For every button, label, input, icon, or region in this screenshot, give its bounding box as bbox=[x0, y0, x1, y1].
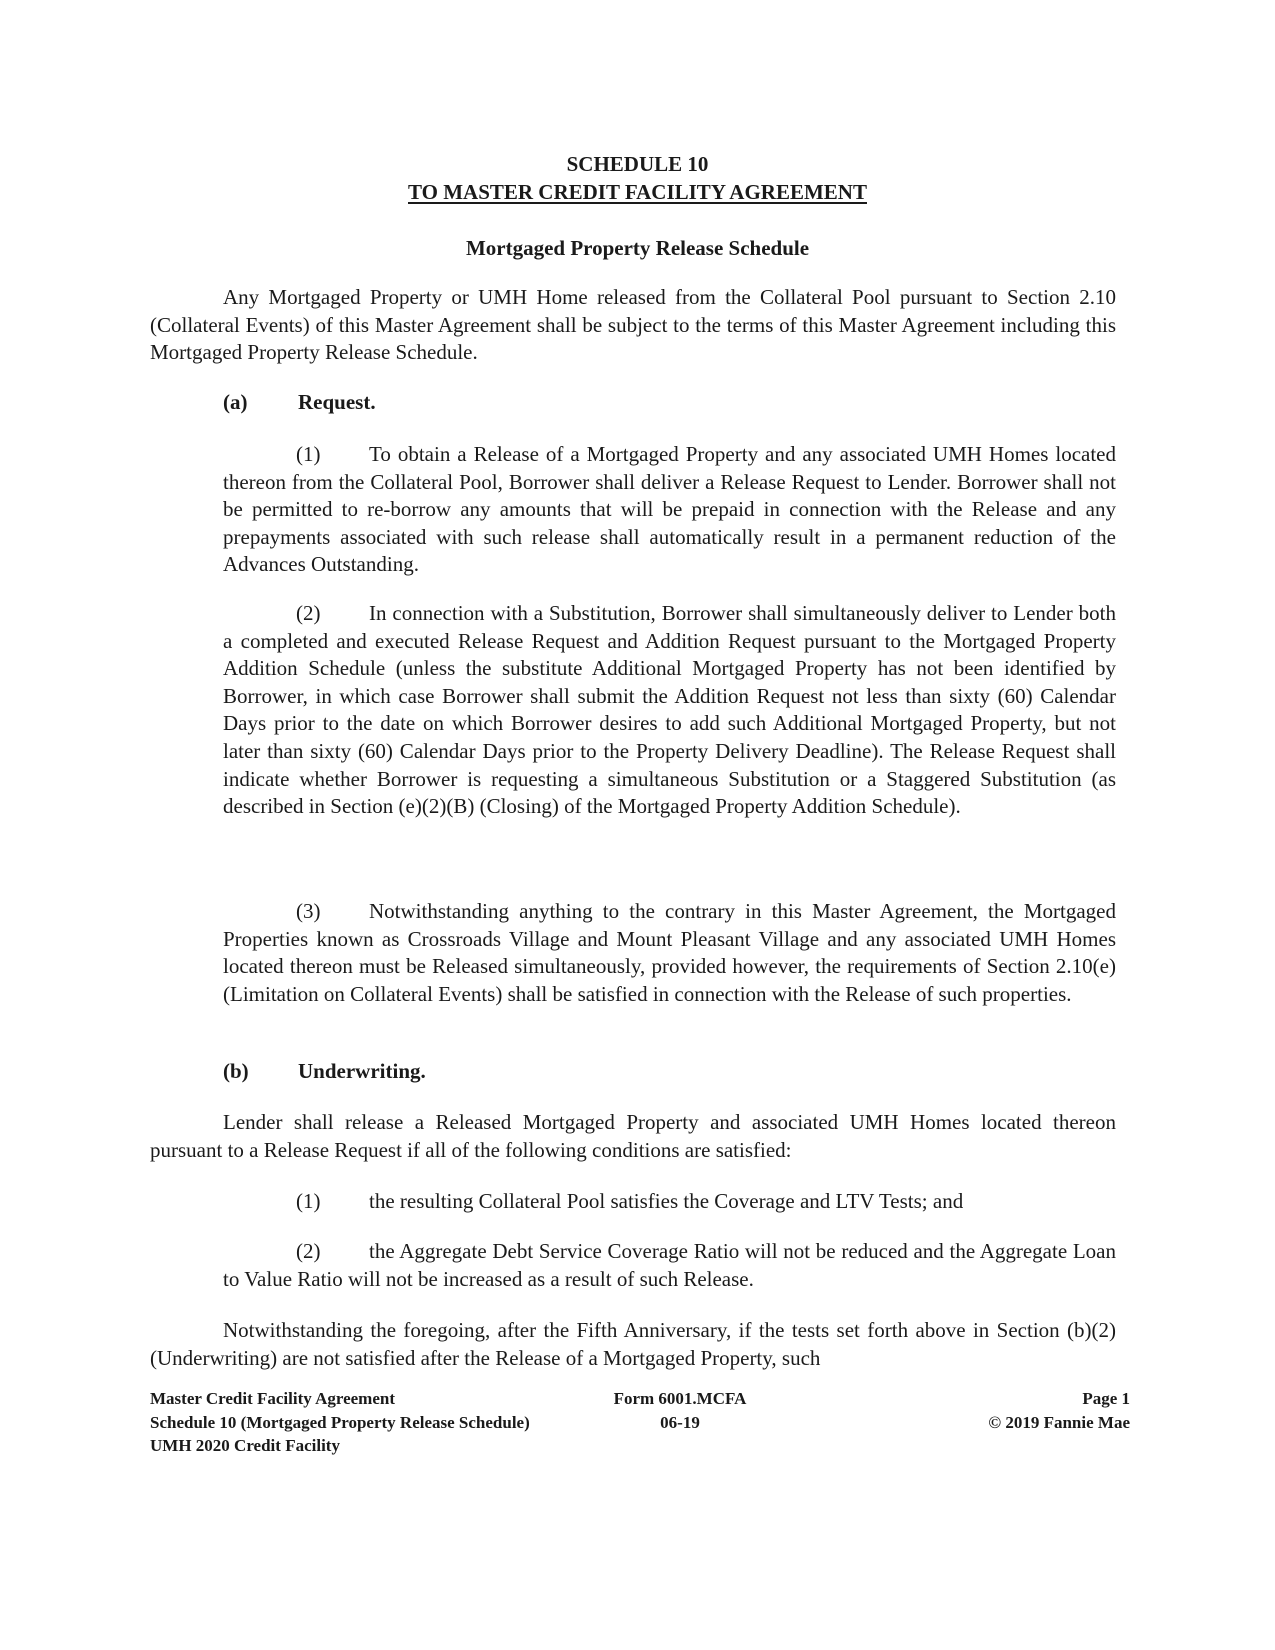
section-b-item-2 bbox=[223, 1238, 1116, 1293]
agreement-title-text: TO MASTER CREDIT FACILITY AGREEMENT bbox=[408, 180, 867, 204]
section-a-title: Request. bbox=[298, 390, 376, 414]
item-text: the resulting Collateral Pool satisfies the Coverage and LTV Tests; and bbox=[369, 1189, 964, 1213]
footer-facility: UMH 2020 Credit Facility bbox=[150, 1436, 340, 1455]
section-a-item-3 bbox=[223, 898, 1116, 1008]
footer-right bbox=[870, 1387, 1130, 1434]
section-b-label: (b) bbox=[223, 1059, 249, 1083]
section-b-intro: Lender shall release a Released Mortgaged Property and associated UMH Homes located thereon pursuant to a Release Request if all of the following conditions are satisfied: bbox=[150, 1110, 1116, 1162]
item-number: (1) bbox=[296, 1189, 321, 1213]
intro-paragraph: Any Mortgaged Property or UMH Home released from the Collateral Pool pursuant to Section 2.10 (Collateral Events) of this Master Agreement shall be subject to the terms of this Master Agreement including this Mortgaged Property Release Schedule. bbox=[150, 285, 1116, 365]
section-b-heading bbox=[223, 1059, 426, 1084]
item-number: (2) bbox=[296, 601, 321, 625]
footer-copyright: © 2019 Fannie Mae bbox=[988, 1412, 1130, 1432]
footer-left bbox=[150, 1387, 530, 1458]
schedule-title: Mortgaged Property Release Schedule bbox=[465, 236, 810, 260]
section-a-label: (a) bbox=[223, 390, 248, 414]
footer-center bbox=[560, 1387, 800, 1434]
item-number: (3) bbox=[296, 899, 321, 923]
section-b-title: Underwriting. bbox=[298, 1059, 426, 1083]
footer-page-number: Page 1 bbox=[1082, 1389, 1130, 1408]
footer-form: Form 6001.MCFA bbox=[613, 1389, 747, 1408]
footer-schedule: Schedule 10 (Mortgaged Property Release Schedule) bbox=[150, 1412, 530, 1432]
item-text: In connection with a Substitution, Borrower shall simultaneously deliver to Lender both a completed and executed Release Request and Addition Request pursuant to the Mortgaged Property Addition Schedule (unless the substitute Additional Mortgaged Property has not been identified by Borrower, in which case Borrower shall submit the Addition Request not less than sixty (60) Calendar Days prior to the date on which Borrower desires to add such Additional Mortgaged Property, but not later than sixty (60) Calendar Days prior to the Property Delivery Deadline). The Release Request shall indicate whether Borrower is requesting a simultaneous Substitution or a Staggered Substitution (as described in Section (e)(2)(B) (Closing) of the Mortgaged Property Addition Schedule). bbox=[223, 601, 1116, 819]
section-a-heading bbox=[223, 390, 376, 415]
section-b-item-1 bbox=[223, 1188, 1116, 1216]
item-number: (1) bbox=[296, 442, 321, 466]
section-a-item-1 bbox=[223, 441, 1116, 579]
item-text: To obtain a Release of a Mortgaged Property and any associated UMH Homes located thereon from the Collateral Pool, Borrower shall deliver a Release Request to Lender. Borrower shall not be permitted to re-borrow any amounts that will be prepaid in connection with the Release and any prepayments associated with such release shall automatically result in a permanent reduction of the Advances Outstanding. bbox=[223, 442, 1116, 577]
section-a-item-2 bbox=[223, 600, 1116, 821]
schedule-number: SCHEDULE 10 bbox=[566, 152, 709, 176]
item-text: the Aggregate Debt Service Coverage Ratio will not be reduced and the Aggregate Loan to Value Ratio will not be increased as a result of such Release. bbox=[223, 1239, 1116, 1291]
item-number: (2) bbox=[296, 1239, 321, 1263]
section-b-closing: Notwithstanding the foregoing, after the Fifth Anniversary, if the tests set forth above in Section (b)(2) (Underwriting) are not satisfied after the Release of a Mortgaged Property, such bbox=[150, 1318, 1116, 1370]
agreement-title bbox=[0, 180, 1275, 205]
item-text: Notwithstanding anything to the contrary in this Master Agreement, the Mortgaged Properties known as Crossroads Village and Mount Pleasant Village and any associated UMH Homes located thereon must be Released simultaneously, provided however, the requirements of Section 2.10(e) (Limitation on Collateral Events) shall be satisfied in connection with the Release of such properties. bbox=[223, 899, 1116, 1006]
footer-form-date: 06-19 bbox=[660, 1412, 700, 1432]
footer-agreement: Master Credit Facility Agreement bbox=[150, 1389, 396, 1408]
